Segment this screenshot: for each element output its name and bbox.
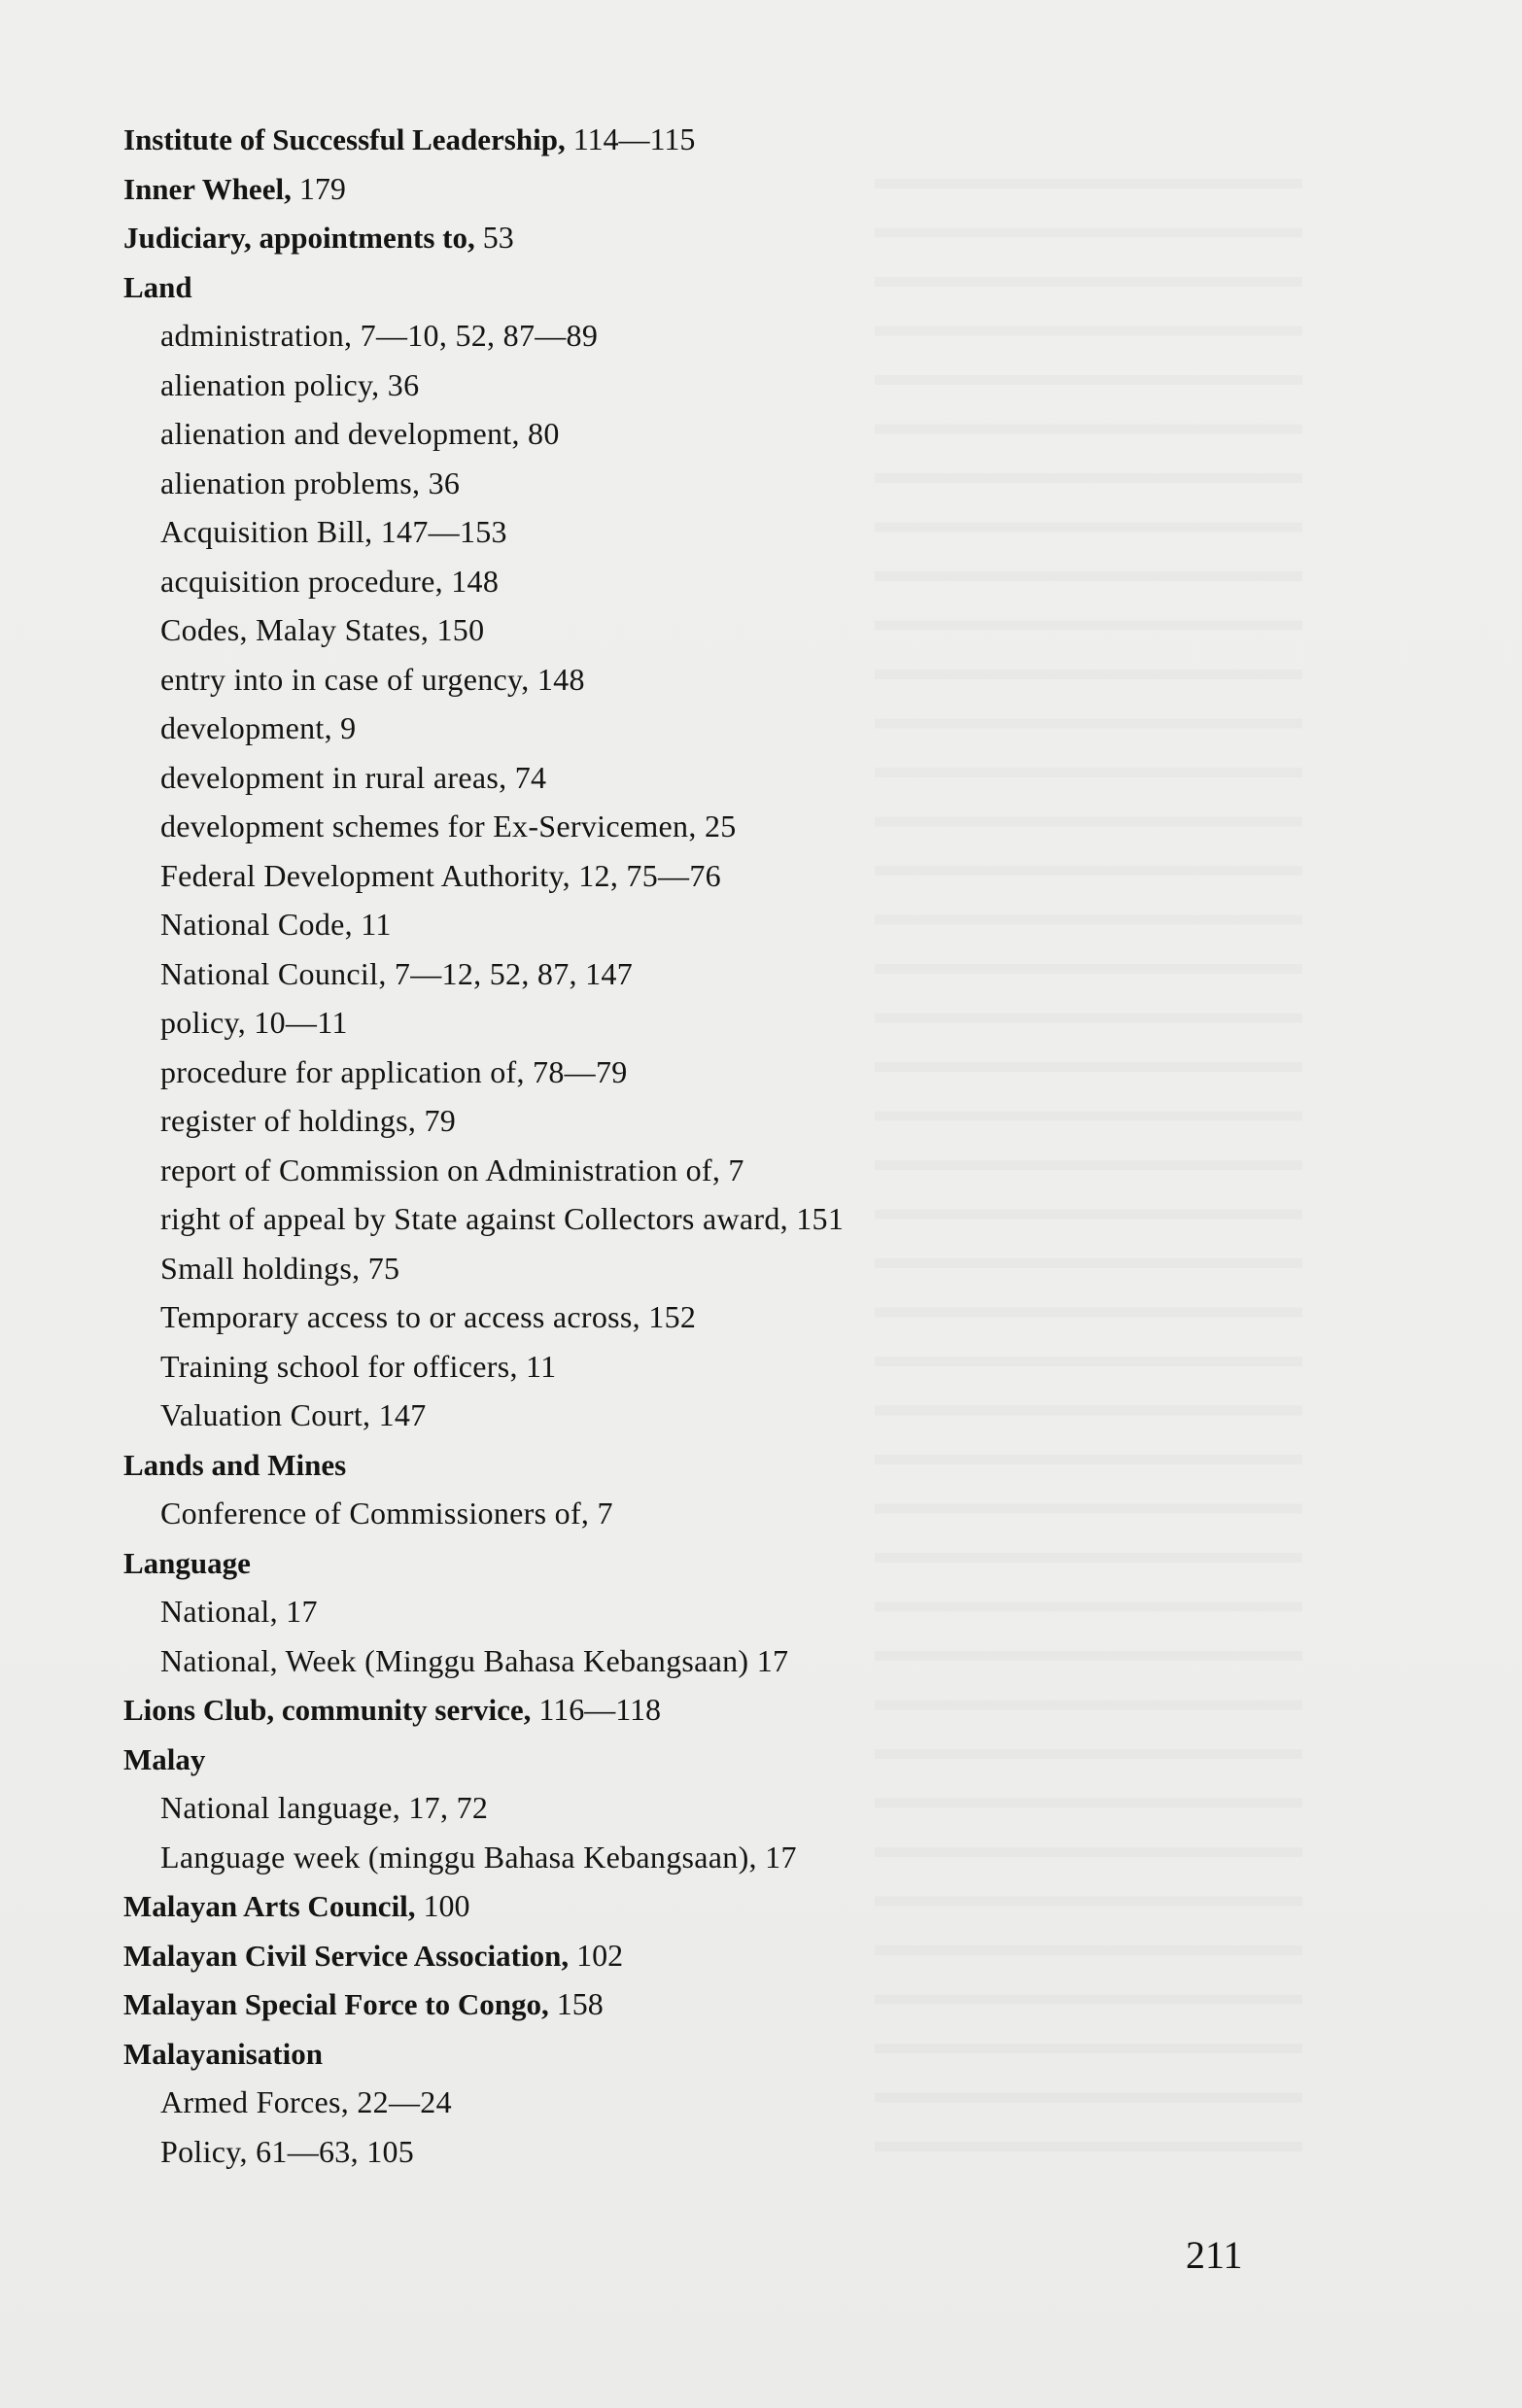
index-subentry: report of Commission on Administration of, 7: [160, 1152, 744, 1187]
index-subentry: alienation policy, 36: [160, 366, 420, 402]
index-entry: Malayan Arts Council, 100: [123, 1888, 470, 1923]
index-entry: Lands and Mines: [123, 1447, 347, 1482]
index-subentry: Policy, 61—63, 105: [160, 2133, 415, 2169]
index-entry: Malayanisation: [123, 2036, 323, 2071]
index-subentry: National Code, 11: [160, 907, 392, 942]
index-subentry: National Council, 7—12, 52, 87, 147: [160, 955, 634, 991]
index-list: [123, 115, 1193, 2176]
index-subentry: policy, 10—11: [160, 1005, 348, 1040]
index-subentry: development in rural areas, 74: [160, 759, 547, 795]
index-subentry: Federal Development Authority, 12, 75—76: [160, 857, 721, 893]
index-subentry: National, 17: [160, 1594, 318, 1629]
index-subentry: Small holdings, 75: [160, 1250, 400, 1286]
index-subentry: alienation and development, 80: [160, 416, 560, 451]
index-entry: Land: [123, 269, 192, 304]
index-subentry: administration, 7—10, 52, 87—89: [160, 318, 599, 353]
index-subentry: right of appeal by State against Collectors award, 151: [160, 1201, 845, 1236]
index-subentry: development schemes for Ex-Servicemen, 25: [160, 808, 737, 843]
index-subentry: acquisition procedure, 148: [160, 563, 500, 599]
index-subentry: Temporary access to or access across, 152: [160, 1299, 697, 1334]
index-entry: Malayan Special Force to Congo, 158: [123, 1986, 604, 2021]
index-subentry: register of holdings, 79: [160, 1103, 457, 1138]
index-entry: Inner Wheel, 179: [123, 170, 346, 206]
index-subentry: Acquisition Bill, 147—153: [160, 514, 507, 549]
index-subentry: alienation problems, 36: [160, 464, 461, 500]
index-entry: Malay: [123, 1741, 206, 1776]
index-entry: Language: [123, 1545, 251, 1580]
index-entry: Lions Club, community service, 116—118: [123, 1692, 661, 1727]
index-subentry: Conference of Commissioners of, 7: [160, 1496, 613, 1531]
index-subentry: entry into in case of urgency, 148: [160, 661, 585, 697]
index-subentry: procedure for application of, 78—79: [160, 1053, 628, 1089]
index-subentry: Language week (minggu Bahasa Kebangsaan), 17: [160, 1839, 797, 1875]
index-subentry: Codes, Malay States, 150: [160, 612, 485, 647]
index-subentry: National language, 17, 72: [160, 1790, 489, 1825]
index-subentry: development, 9: [160, 710, 357, 745]
index-entry: Institute of Successful Leadership, 114—115: [123, 121, 696, 156]
index-subentry: Valuation Court, 147: [160, 1397, 427, 1432]
page-number: 211: [1186, 2233, 1243, 2277]
index-entry: Judiciary, appointments to, 53: [123, 220, 514, 255]
index-entry: Malayan Civil Service Association, 102: [123, 1937, 624, 1973]
index-subentry: Training school for officers, 11: [160, 1348, 557, 1384]
index-subentry: Armed Forces, 22—24: [160, 2084, 452, 2119]
index-subentry: National, Week (Minggu Bahasa Kebangsaan) 17: [160, 1642, 789, 1678]
